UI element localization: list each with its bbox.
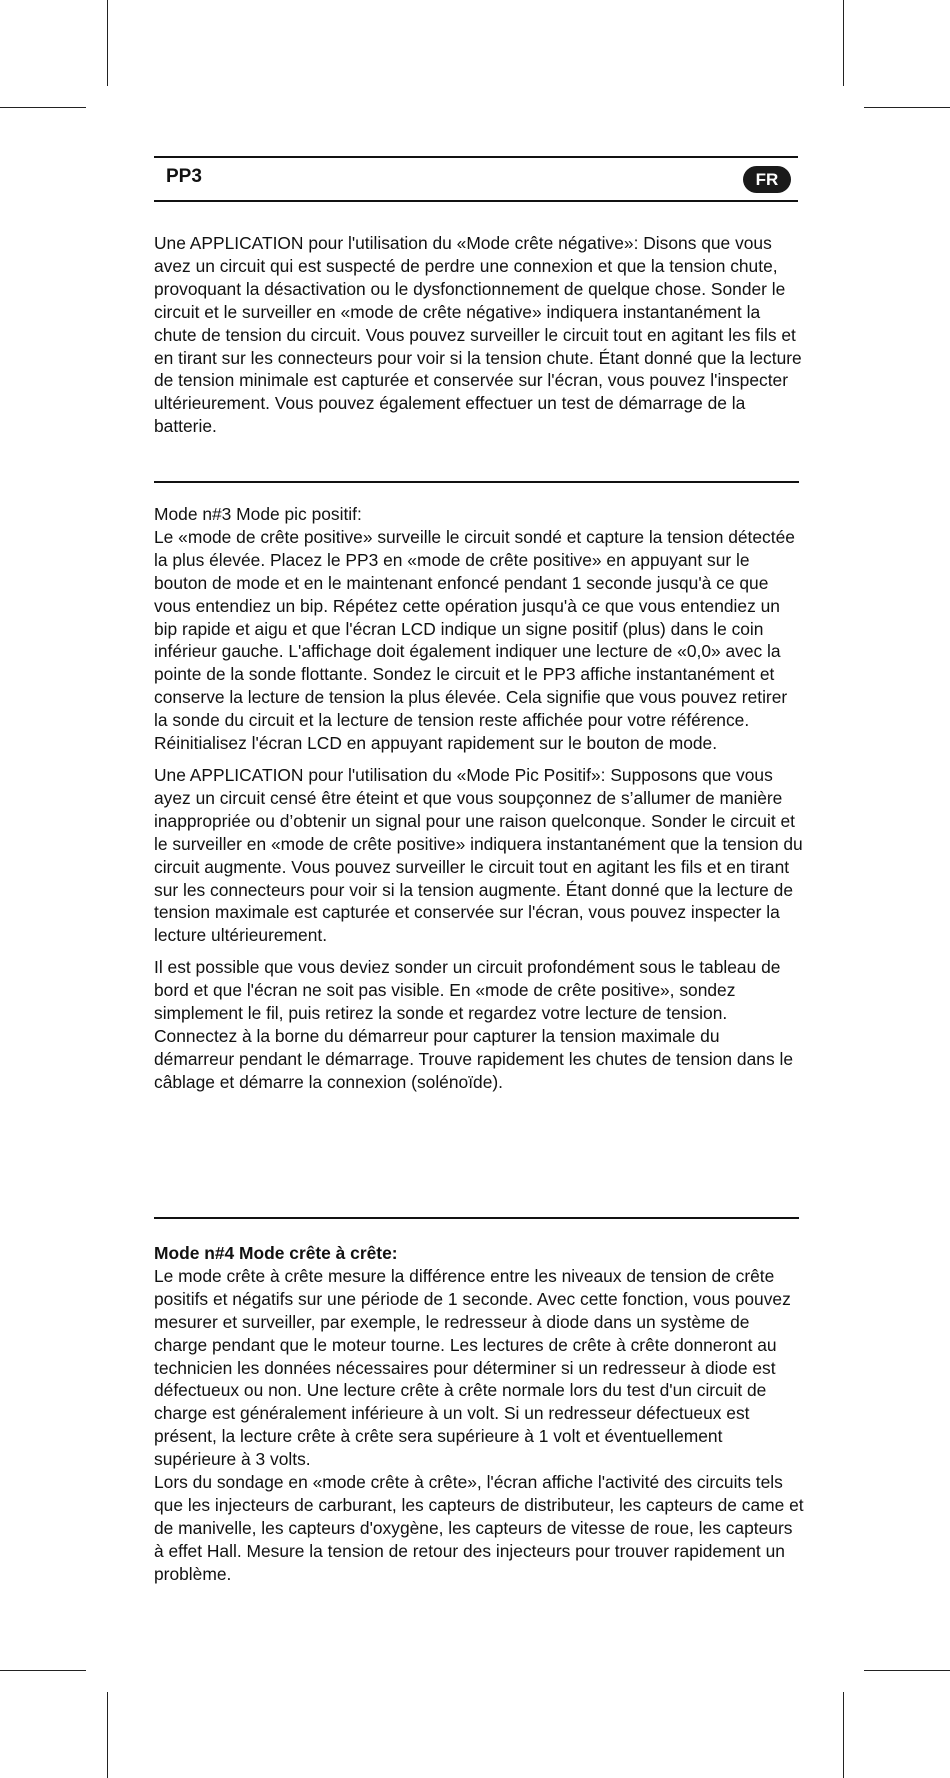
dashboard-probe-paragraph: Il est possible que vous deviez sonder un circuit profondément sous le tableau de bord et que l'écran ne soit pas visible. En «mode de crête positive», sondez simplement le fil, puis retirez la sonde et regardez votre lecture de tension. Connectez à la borne du démarreur pour capturer la tension maximale du démarreur pendant le démarrage. Trouve rapidement les chutes de tension dans le câblage et démarre la connexion (solénoïde).	[154, 957, 794, 1092]
header-top-rule	[154, 156, 798, 158]
section-negative-peak	[154, 232, 804, 438]
crop-mark	[864, 107, 950, 108]
mode4-probing-paragraph: Lors du sondage en «mode crête à crête», l'écran affiche l'activité des circuits tels que les injecteurs de carburant, les capteurs de distributeur, les capteurs de came et de manivelle, les capteurs d'oxygène, les capteurs de vitesse de roue, les capteurs à effet Hall. Mesure la tension de retour des injecteurs pour trouver rapidement un problème.	[154, 1472, 804, 1584]
crop-mark	[843, 0, 844, 86]
language-badge: FR	[743, 166, 791, 193]
header-bottom-rule	[154, 200, 798, 202]
application-positive-peak-paragraph: Une APPLICATION pour l'utilisation du «Mode Pic Positif»: Supposons que vous ayez un circuit censé être éteint et que vous soupçonnez de s’allumer de manière inappropriée ou d’obtenir un signal pour une raison quelconque. Sonder le circuit et le surveiller en «mode de crête positive» indiquera instantanément que la tension du circuit augmente. Vous pouvez surveiller le circuit tout en agitant les fils et en tirant sur les connecteurs pour voir si la tension augmente. Étant donné que la lecture de tension maximale est capturée et conservée sur l'écran, vous pouvez inspecter la lecture ultérieurement.	[154, 764, 803, 946]
section-peak-to-peak	[154, 1242, 804, 1586]
mode3-heading: Mode n#3 Mode pic positif:	[154, 504, 362, 524]
section-positive-peak	[154, 503, 804, 1094]
crop-mark	[107, 0, 108, 86]
section-divider	[154, 1217, 799, 1219]
crop-mark	[0, 107, 86, 108]
section-divider	[154, 481, 799, 483]
crop-mark	[107, 1692, 108, 1778]
application-negative-peak-paragraph: Une APPLICATION pour l'utilisation du «Mode crête négative»: Disons que vous avez un circuit qui est suspecté de perdre une connexion et que la tension chute, provoquant la désactivation ou le dysfonctionnement de quelque chose. Sonder le circuit et le surveiller en «mode de crête négative» indiquera instantanément la chute de tension du circuit. Vous pouvez surveiller le circuit tout en agitant les fils et en tirant sur les connecteurs pour voir si la tension chute. Étant donné que la lecture de tension minimale est capturée et conservée sur l'écran, vous pouvez l'inspecter ultérieurement. Vous pouvez également effectuer un test de démarrage de la batterie.	[154, 233, 802, 437]
crop-mark	[864, 1670, 950, 1671]
page-title: PP3	[166, 166, 202, 187]
mode4-description: Le mode crête à crête mesure la différence entre les niveaux de tension de crête positifs et négatifs sur une période de 1 seconde. Avec cette fonction, vous pouvez mesurer et surveiller, par exemple, le redresseur à diode dans un système de charge pendant que le moteur tourne. Les lectures de crête à crête donneront au technicien les données nécessaires pour déterminer si un redresseur à diode est défectueux ou non. Une lecture crête à crête normale lors du test d'un circuit de charge est généralement inférieure à un volt. Si un redresseur défectueux est présent, la lecture crête à crête sera supérieure à 1 volt et éventuellement supérieure à 3 volts.	[154, 1265, 791, 1470]
crop-mark	[843, 1692, 844, 1778]
crop-mark	[0, 1670, 86, 1671]
mode4-heading: Mode n#4 Mode crête à crête:	[154, 1243, 398, 1263]
mode3-description: Le «mode de crête positive» surveille le circuit sondé et capture la tension détectée la plus élevée. Placez le PP3 en «mode de crête positive» en appuyant sur le bouton de mode et en le maintenant enfoncé pendant 1 seconde jusqu'à ce que vous entendiez un bip. Répétez cette opération jusqu'à ce que vous entendiez un bip rapide et aigu et que l'écran LCD indique un signe positif (plus) dans le coin inférieur gauche. L'affichage doit également indiquer une lecture de «0,0» avec la pointe de la sonde flottante. Sondez le circuit et le PP3 affiche instantanément et conserve la lecture de tension la plus élevée. Cela signifie que vous pouvez retirer la sonde du circuit et la lecture de tension reste affichée pour votre référence. Réinitialisez l'écran LCD en appuyant rapidement sur le bouton de mode.	[154, 526, 795, 754]
